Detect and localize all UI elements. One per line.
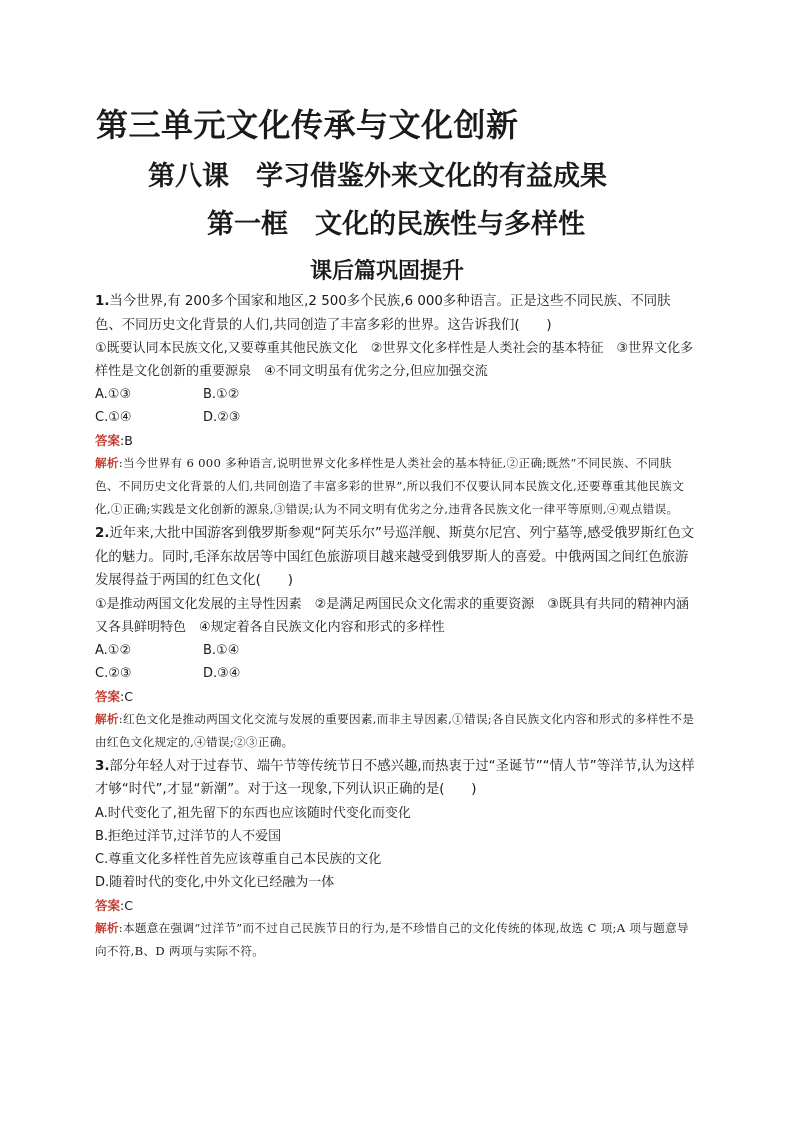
option-c: C.尊重文化多样性首先应该尊重自己本民族的文化 xyxy=(95,851,382,867)
explanation xyxy=(95,708,695,754)
choice-d: D.③④ xyxy=(203,665,241,681)
answer-label: 答案 xyxy=(95,433,121,448)
explanation xyxy=(95,917,695,963)
frame-title: 第一框 文化的民族性与多样性 xyxy=(207,209,585,240)
question-statements: ①是推动两国文化发展的主导性因素 ②是满足两国民众文化需求的重要资源 ③既具有共同的精神内涵又各具鲜明特色 ④规定着各自民族文化内容和形式的多样性 xyxy=(95,596,689,635)
choice-d: D.②③ xyxy=(203,410,241,425)
choice-a: A.①③ xyxy=(95,387,132,402)
answer-label: 答案 xyxy=(95,897,121,913)
question-number: 3. xyxy=(95,758,110,774)
question-list xyxy=(95,290,695,964)
question-1 xyxy=(95,290,695,521)
explanation-label: 解析 xyxy=(95,456,119,470)
answer-value: :C xyxy=(120,688,133,704)
explanation-label: 解析 xyxy=(95,920,119,935)
option-a: A.时代变化了,祖先留下的东西也应该随时代变化而变化 xyxy=(95,805,411,821)
section-title: 课后篇巩固提升 xyxy=(310,259,465,284)
choice-grid xyxy=(95,639,695,685)
explanation-text: :本题意在强调“过洋节”而不过自己民族节日的行为,是不珍惜自己的文化传统的体现,故选 C 项;A 项与题意导向不符,B、D 两项与实际不符。 xyxy=(95,920,689,958)
question-text: 近年来,大批中国游客到俄罗斯参观“阿芙乐尔”号巡洋舰、斯莫尔尼宫、列宁墓等,感受俄罗斯红色文化的魅力。同时,毛泽东故居等中国红色旅游项目越来越受到俄罗斯人的喜爱。中俄两国之间红色旅游发展得益于两国的红色文化( ) xyxy=(95,526,695,588)
answer-label: 答案 xyxy=(95,688,121,704)
choice-b: B.①② xyxy=(203,387,240,402)
answer-line xyxy=(95,429,695,452)
choice-grid xyxy=(95,383,695,429)
explanation-label: 解析 xyxy=(95,711,119,726)
explanation-text: :当今世界有 6 000 多种语言,说明世界文化多样性是人类社会的基本特征,②正确;既然“不同民族、不同肤色、不同历史文化背景的人们,共同创造了丰富多彩的世界”,所以我们不仅要认同本民族文化,还要尊重其他民族文化,①正确;实践是文化创新的源泉,③错误;认为不同文明有优劣之分,违背各民族文化一律平等原则,④观点错误。 xyxy=(95,456,685,516)
question-2 xyxy=(95,522,695,754)
question-text: 当今世界,有 200多个国家和地区,2 500多个民族,6 000多种语言。正是这些不同民族、不同肤色、不同历史文化背景的人们,共同创造了丰富多彩的世界。这告诉我们( ) xyxy=(95,294,671,333)
question-3 xyxy=(95,755,695,963)
choice-b: B.①④ xyxy=(203,642,240,658)
lesson-title: 第八课 学习借鉴外来文化的有益成果 xyxy=(148,161,607,192)
question-statements: ①既要认同本民族文化,又要尊重其他民族文化 ②世界文化多样性是人类社会的基本特征 ③世界文化多样性是文化创新的重要源泉 ④不同文明虽有优劣之分,但应加强交流 xyxy=(95,341,694,379)
answer-line xyxy=(95,894,695,917)
answer-value: :C xyxy=(120,897,133,913)
choice-c: C.②③ xyxy=(95,665,132,681)
question-stem xyxy=(95,290,695,337)
answer-line xyxy=(95,685,695,708)
choice-c: C.①④ xyxy=(95,410,132,425)
question-text: 部分年轻人对于过春节、端午节等传统节日不感兴趣,而热衷于过“圣诞节”“情人节”等洋节,认为这样才够“时代”,才显“新潮”。对于这一现象,下列认识正确的是( ) xyxy=(95,758,695,797)
question-number: 2. xyxy=(95,526,110,541)
answer-value: :B xyxy=(120,433,133,448)
question-stem xyxy=(95,522,695,593)
choice-a: A.①② xyxy=(95,642,132,658)
option-b: B.拒绝过洋节,过洋节的人不爱国 xyxy=(95,828,282,844)
explanation-text: :红色文化是推动两国文化交流与发展的重要因素,而非主导因素,①错误;各自民族文化内容和形式的多样性不是由红色文化规定的,④错误;②③正确。 xyxy=(95,711,695,749)
option-d: D.随着时代的变化,中外文化已经融为一体 xyxy=(95,874,335,890)
question-stem xyxy=(95,755,695,802)
unit-title: 第三单元文化传承与文化创新 xyxy=(96,106,519,144)
explanation xyxy=(95,452,695,521)
question-number: 1. xyxy=(95,294,110,309)
